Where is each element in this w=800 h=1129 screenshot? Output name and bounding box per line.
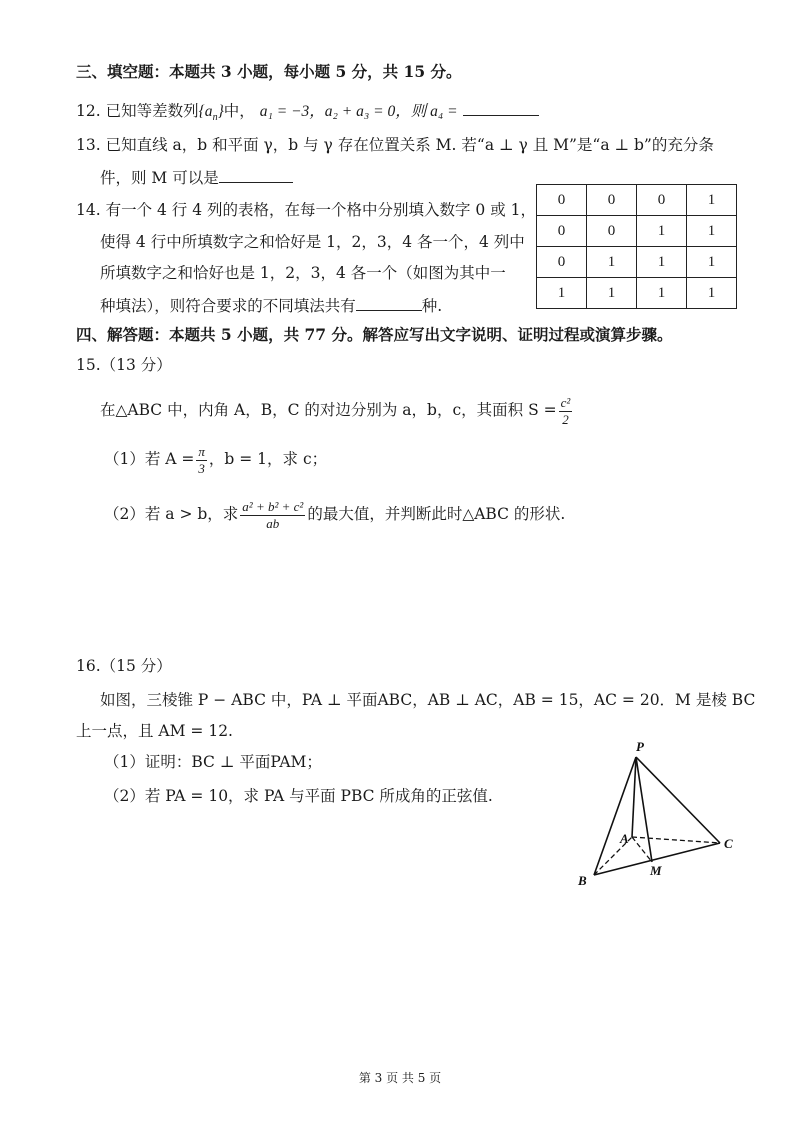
q15-part1: （1）若 A = $\frac{\pi}{3}$ ，b = 1，求 c； (104, 443, 328, 476)
q16-line1: 如图，三棱锥 P − ABC 中，PA ⊥ 平面ABC，AB ⊥ AC，AB = 15，AC = 20．M 是棱 BC (100, 691, 756, 709)
q16-header: 16.（15 分） (76, 657, 172, 675)
section3-heading: 三、填空题：本题共 3 小题，每小题 5 分，共 15 分。 (76, 62, 462, 81)
edge-PB (594, 757, 636, 875)
q12-number: 12. (76, 102, 101, 120)
grid-cell: 0 (537, 185, 587, 216)
grid-cell: 1 (637, 247, 687, 278)
q14-line4: 种填法），则符合要求的不同填法共有 种. (100, 294, 442, 316)
q14-line2: 使得 4 行中所填数字之和恰好是 1，2，3，4 各一个，4 列中 (100, 233, 525, 251)
label-B: B (578, 873, 587, 888)
grid-cell: 1 (637, 278, 687, 309)
grid-cell: 1 (587, 247, 637, 278)
grid-cell: 0 (587, 216, 637, 247)
grid-row (537, 185, 737, 216)
q16-part2: （2）若 PA = 10，求 PA 与平面 PBC 所成角的正弦值. (104, 787, 493, 805)
label-M: M (650, 863, 662, 878)
question-12 (76, 99, 539, 122)
q14-line1: 14. 有一个 4 行 4 列的表格，在每一个格中分别填入数字 0 或 1， (76, 201, 537, 219)
edge-PA (632, 757, 636, 837)
q15-ratio-fraction: $\frac{\text{a² + b² + c²}}{ab}$ (242, 498, 304, 531)
grid-cell: 0 (537, 247, 587, 278)
grid-cell: 0 (637, 185, 687, 216)
q16-part1: （1）证明：BC ⊥ 平面PAM； (104, 753, 322, 771)
q14-answer-blank[interactable] (356, 294, 422, 311)
q15-angle-fraction: $\frac{\pi}{3}$ (198, 443, 205, 476)
q12-text-a: 已知等差数列 (105, 102, 199, 120)
q13-answer-blank[interactable] (219, 166, 293, 183)
q12-condition: a₁ = −3，a₂ + a₃ = 0，则 a₄ = (259, 103, 458, 120)
label-A: A (620, 831, 629, 846)
q12-text-b: 中， (223, 102, 255, 120)
q15-area-fraction: $\frac{\text{c²}}{2}$ (560, 394, 571, 427)
grid-cell: 0 (537, 216, 587, 247)
q14-example-grid (536, 184, 737, 309)
edge-AC-hidden (632, 837, 720, 843)
label-P: P (636, 739, 644, 754)
grid-cell: 1 (637, 216, 687, 247)
grid-cell: 1 (587, 278, 637, 309)
pyramid-figure (570, 735, 745, 895)
q12-seq: $\{a_n\}$ (198, 103, 224, 124)
grid-cell: 1 (687, 247, 737, 278)
grid-cell: 1 (687, 216, 737, 247)
q15-stem: 在△ABC 中，内角 A，B，C 的对边分别为 a，b，c，其面积 S = $\frac{\text{c²}}{2}$ (100, 394, 571, 427)
grid-cell: 1 (687, 185, 737, 216)
section4-heading: 四、解答题：本题共 5 小题，共 77 分。解答应写出文字说明、证明过程或演算步骤。 (76, 325, 673, 344)
grid-row (537, 247, 737, 278)
label-C: C (724, 836, 733, 851)
grid-cell: 1 (687, 278, 737, 309)
grid-cell: 0 (587, 185, 637, 216)
q14-line3: 所填数字之和恰好也是 1，2，3，4 各一个（如图为其中一 (100, 264, 506, 282)
q16-line2: 上一点，且 AM = 12. (76, 722, 233, 740)
edge-PM (636, 757, 652, 862)
edge-PC (636, 757, 720, 843)
q13-line2: 件，则 M 可以是 (100, 166, 293, 188)
grid-cell: 1 (537, 278, 587, 309)
q12-answer-blank[interactable] (463, 99, 539, 116)
q13-line1: 13. 已知直线 a，b 和平面 γ，b 与 γ 存在位置关系 M. 若“a ⊥ γ 且 M”是“a ⊥ b”的充分条 (76, 136, 714, 154)
q15-part2: （2）若 a > b，求 $\frac{\text{a² + b² + c²}}{ab}$ 的最大值，并判断此时△ABC 的形状. (104, 498, 566, 531)
grid-row (537, 278, 737, 309)
q15-header: 15.（13 分） (76, 356, 172, 374)
page-footer: 第 3 页 共 5 页 (358, 1071, 442, 1085)
grid-row (537, 216, 737, 247)
